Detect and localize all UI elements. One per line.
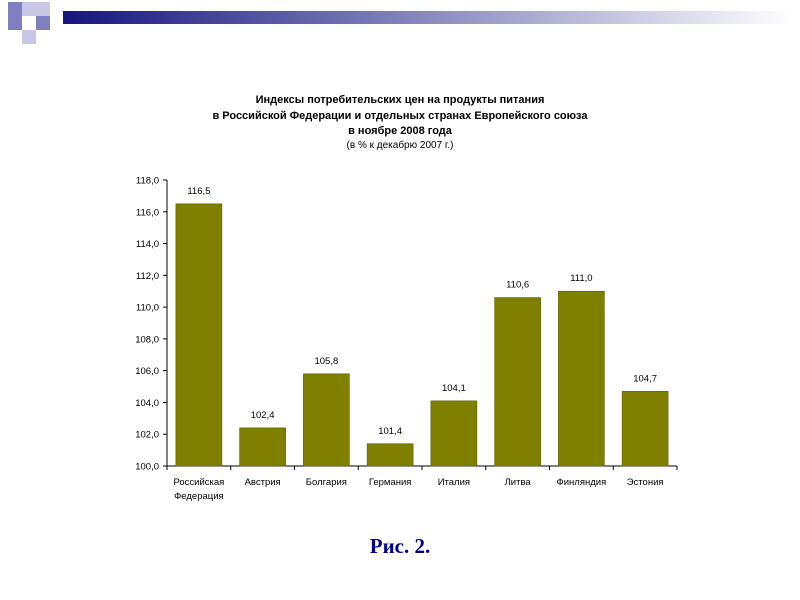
y-tick-label: 118,0 bbox=[135, 175, 159, 187]
bar-value-label: 101,4 bbox=[378, 425, 403, 437]
bar bbox=[622, 391, 668, 466]
bar bbox=[495, 298, 541, 466]
bar bbox=[303, 374, 349, 466]
chart-title-line-2: в Российской Федерации и отдельных странах Европейского союза bbox=[212, 109, 588, 122]
y-tick-label: 100,0 bbox=[135, 461, 159, 473]
y-tick-label: 102,0 bbox=[135, 429, 159, 441]
x-category-label: Федерация bbox=[174, 491, 224, 502]
x-category-label: Литва bbox=[504, 477, 531, 488]
chart-title-line-3: в ноябре 2008 года bbox=[348, 125, 452, 137]
bar-value-label: 111,0 bbox=[570, 273, 593, 285]
x-category-label: Российская bbox=[173, 477, 225, 488]
x-category-label: Финляндия bbox=[556, 477, 607, 488]
y-tick-label: 108,0 bbox=[135, 334, 159, 346]
x-category-label: Болгария bbox=[305, 477, 347, 488]
bar bbox=[240, 428, 286, 466]
bar bbox=[558, 291, 604, 466]
y-tick-label: 114,0 bbox=[135, 239, 159, 251]
bar bbox=[431, 401, 477, 466]
bar-value-label: 102,4 bbox=[250, 409, 275, 421]
bar-value-label: 116,5 bbox=[187, 185, 211, 197]
y-tick-label: 112,0 bbox=[135, 270, 159, 282]
y-tick-label: 106,0 bbox=[135, 366, 159, 378]
figure-caption: Рис. 2. bbox=[369, 534, 431, 558]
y-tick-label: 110,0 bbox=[135, 302, 159, 314]
bar-value-label: 110,6 bbox=[506, 279, 530, 291]
bar bbox=[367, 444, 413, 466]
y-tick-label: 104,0 bbox=[135, 397, 159, 409]
x-category-label: Австрия bbox=[244, 477, 281, 488]
y-tick-label: 116,0 bbox=[135, 207, 159, 219]
chart-subtitle: (в % к декабрю 2007 г.) bbox=[346, 140, 454, 151]
bar-value-label: 105,8 bbox=[314, 355, 339, 367]
x-category-label: Германия bbox=[368, 477, 412, 488]
x-category-label: Эстония bbox=[626, 477, 664, 488]
x-category-label: Италия bbox=[437, 477, 471, 488]
bar-value-label: 104,1 bbox=[441, 382, 466, 394]
bar-value-label: 104,7 bbox=[633, 373, 658, 385]
chart-title-line-1: Индексы потребительских цен на продукты питания bbox=[255, 94, 545, 106]
bar bbox=[176, 204, 222, 466]
